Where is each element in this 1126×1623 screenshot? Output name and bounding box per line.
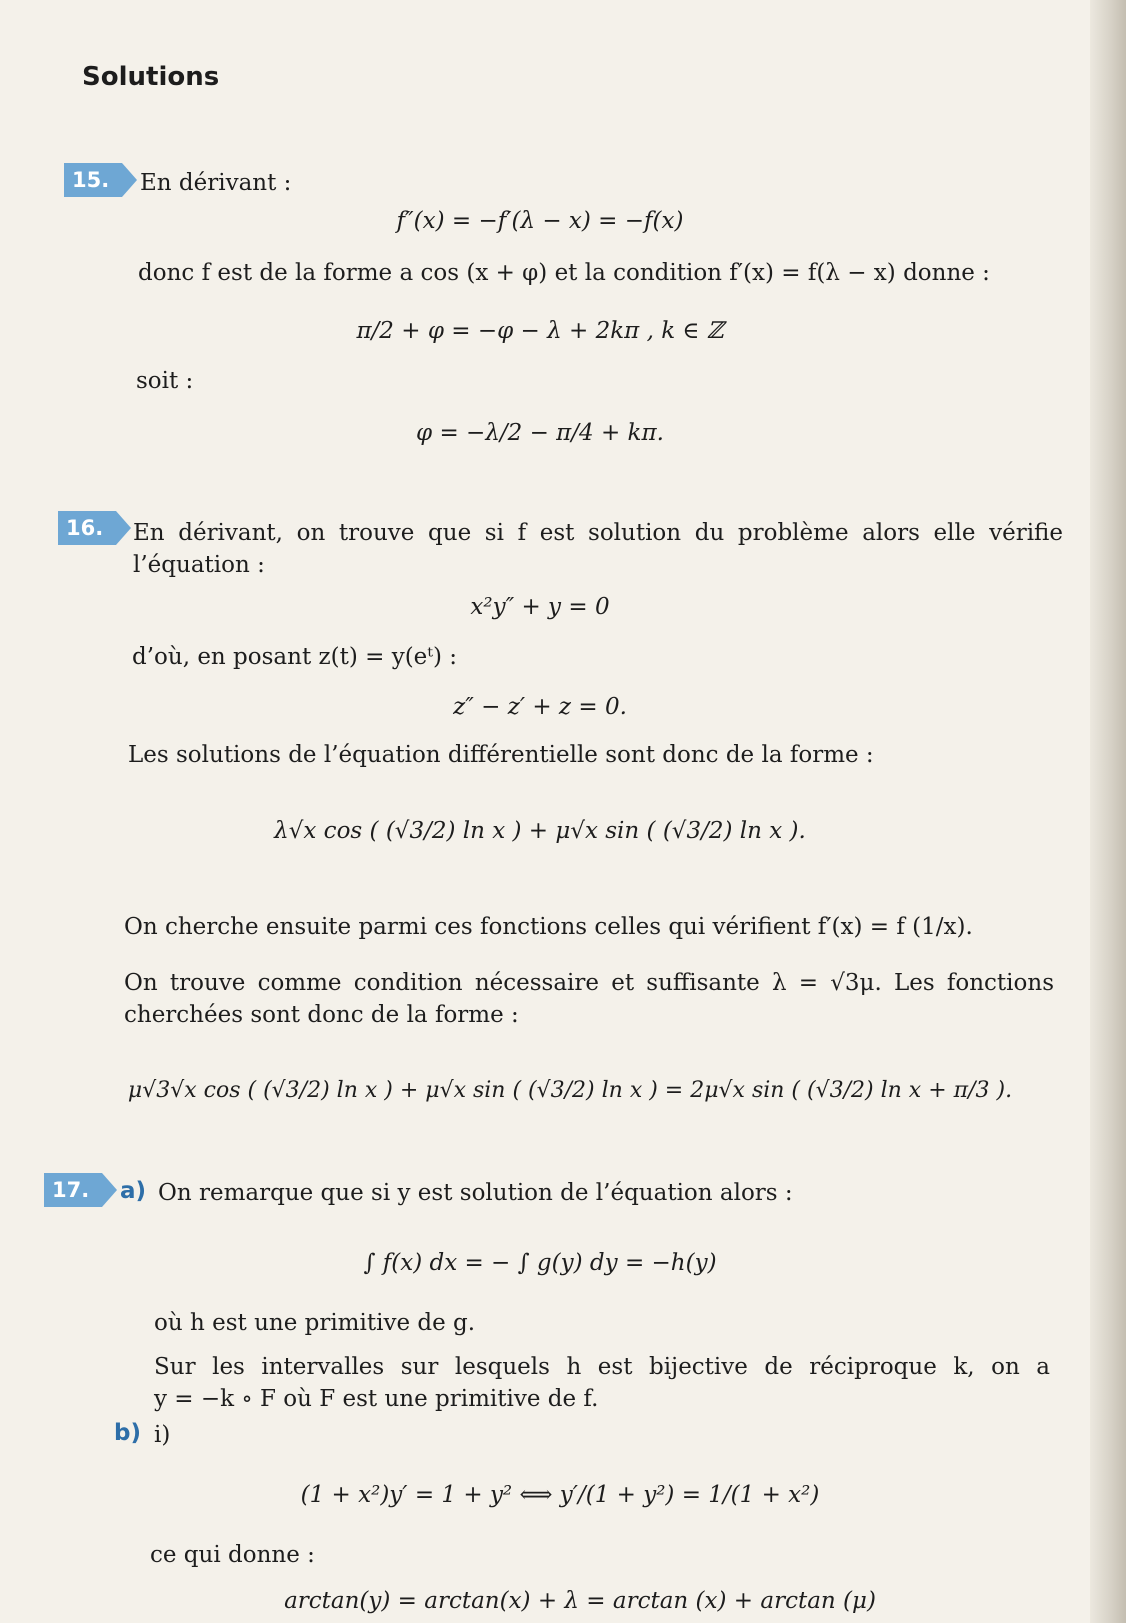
ex16-line-3: d’où, en posant z(t) = y(eᵗ) :	[132, 644, 457, 670]
ex16-line-6: On trouve comme condition nécessaire et suffisante λ = √3μ. Les fonctions	[124, 970, 1054, 996]
page-edge	[1090, 0, 1126, 1623]
ex16-line-4: Les solutions de l’équation différentielle sont donc de la forme :	[128, 742, 874, 768]
ex15-line-3: soit :	[136, 368, 194, 394]
ex15-line-2: donc f est de la forme a cos (x + φ) et la condition f′(x) = f(λ − x) donne :	[138, 260, 990, 286]
exercise-number-16: 16.	[58, 511, 116, 545]
ex17-line-3: Sur les intervalles sur lesquels h est bijective de réciproque k, on a	[154, 1354, 1050, 1380]
page-title: Solutions	[82, 62, 220, 92]
ex16-line-5: On cherche ensuite parmi ces fonctions celles qui vérifient f′(x) = f (1/x).	[124, 914, 973, 940]
ex15-equation-2: π/2 + φ = −φ − λ + 2kπ , k ∈ ℤ	[356, 318, 724, 344]
ex17-equation-1: ∫ f(x) dx = − ∫ g(y) dy = −h(y)	[363, 1250, 717, 1276]
ex16-line-1: En dérivant, on trouve que si f est solution du problème alors elle vérifie	[133, 520, 1063, 546]
ex16-equation-2: z″ − z′ + z = 0.	[453, 694, 627, 720]
ex17-equation-3: arctan(y) = arctan(x) + λ = arctan (x) + arctan (μ)	[284, 1588, 876, 1614]
ex16-line-2: l’équation :	[133, 552, 265, 578]
ex17-line-5: i)	[154, 1422, 171, 1448]
ex15-equation-1: f″(x) = −f′(λ − x) = −f(x)	[396, 208, 684, 234]
ex16-equation-1: x²y″ + y = 0	[470, 594, 610, 620]
ex16-equation-4: μ√3√x cos ( (√3/2) ln x ) + μ√x sin ( (√3/2) ln x ) = 2μ√x sin ( (√3/2) ln x + π/3 ).	[127, 1078, 1013, 1103]
exercise-number-15: 15.	[64, 163, 122, 197]
ex15-line-1: En dérivant :	[140, 170, 292, 196]
ex15-equation-3: φ = −λ/2 − π/4 + kπ.	[416, 420, 664, 446]
ex17-part-b-label: b)	[114, 1420, 141, 1446]
ex16-equation-3: λ√x cos ( (√3/2) ln x ) + μ√x sin ( (√3/2) ln x ).	[274, 818, 806, 844]
ex17-equation-2: (1 + x²)y′ = 1 + y² ⟺ y′/(1 + y²) = 1/(1 + x²)	[300, 1482, 820, 1508]
ex17-line-2: où h est une primitive de g.	[154, 1310, 476, 1336]
ex17-line-6: ce qui donne :	[150, 1542, 315, 1568]
exercise-number-17: 17.	[44, 1173, 102, 1207]
ex17-line-4: y = −k ∘ F où F est une primitive de f.	[154, 1386, 599, 1412]
ex17-line-1: On remarque que si y est solution de l’équation alors :	[158, 1180, 793, 1206]
ex17-part-a-label: a)	[120, 1178, 147, 1204]
ex16-line-7: cherchées sont donc de la forme :	[124, 1002, 519, 1028]
